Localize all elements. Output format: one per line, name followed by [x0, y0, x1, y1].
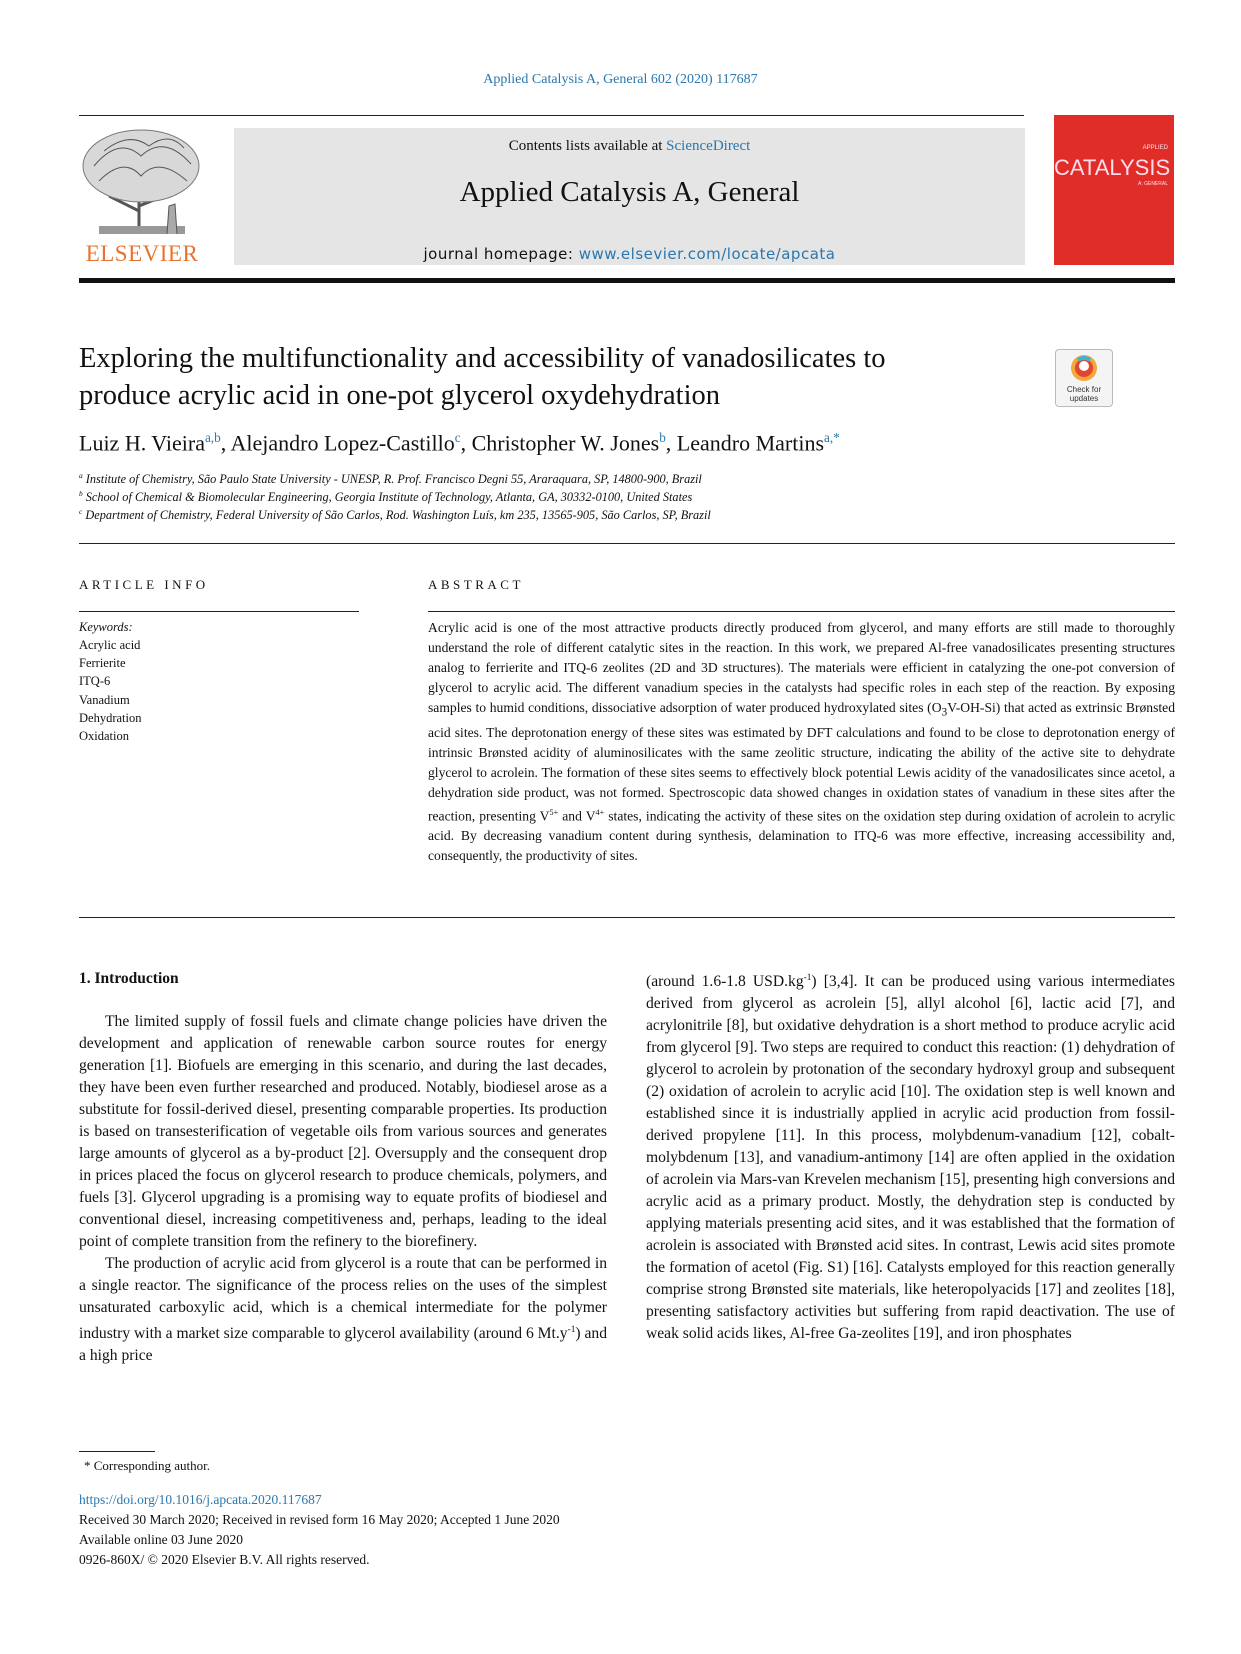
affiliation: [79, 489, 1175, 505]
contents-line: [234, 138, 1025, 155]
abstract-part: Acrylic acid is one of the most attractive products directly produced from glycerol, and many efforts are still made to thoroughly understand the role of different catalytic sites in the reaction. In this work, we prepared Al-free vanadosilicates presenting structures analog to ferrierite and ITQ-6 zeolites (2D and 3D structures). The materials were efficient in catalyzing the one-pot conversion of glycerol to acrylic acid. The different vanadium species in the catalysts had specific roles in each step of the reaction. By exposing samples to humid conditions, dissociative adsorption of water produced hydroxylated sites (O: [428, 620, 1175, 715]
affiliation-text: Department of Chemistry, Federal University of São Carlos, Rod. Washington Luís, km 235, 13565-905, São Carlos, SP, Brazil: [85, 508, 711, 523]
author-name: Leandro Martins: [676, 430, 825, 456]
article-info-heading: ARTICLE INFO: [79, 577, 209, 592]
keyword: Vanadium: [79, 692, 130, 707]
cover-subtitle-bottom: A: GENERAL: [1137, 181, 1168, 187]
superscript: 4+: [595, 807, 605, 817]
affiliation-mark: a: [79, 471, 83, 480]
divider: [79, 543, 1175, 544]
affiliation-text: School of Chemical & Biomolecular Engineering, Georgia Institute of Technology, Atlanta, GA, 30332-0100, United States: [85, 490, 693, 505]
author-affiliation-mark[interactable]: c: [454, 430, 461, 445]
journal-header-box: [234, 128, 1025, 265]
corresponding-author-footnote: * Corresponding author.: [84, 1458, 211, 1473]
check-label-line-1: Check for: [1066, 385, 1102, 394]
header-thick-rule: [79, 278, 1175, 283]
keyword: Dehydration: [79, 710, 142, 725]
footnote-rule: [79, 1451, 155, 1452]
cover-title: CATALYSIS: [1054, 155, 1171, 180]
affiliation: [79, 471, 1175, 487]
online-date: Available online 03 June 2020: [79, 1532, 243, 1547]
check-for-updates-icon: [1056, 350, 1112, 384]
paragraph: [646, 967, 1175, 1345]
subscript: 3: [941, 706, 948, 719]
contents-prefix: Contents lists available at: [508, 138, 663, 154]
journal-name: Applied Catalysis A, General: [459, 176, 800, 208]
paper-title-line-2: produce acrylic acid in one-pot glycerol oxydehydration: [79, 380, 721, 411]
homepage-link[interactable]: www.elsevier.com/locate/apcata: [578, 245, 836, 263]
check-for-updates-label: [1056, 385, 1112, 403]
author-affiliation-mark[interactable]: b: [659, 430, 666, 445]
homepage-line: [234, 245, 1025, 263]
copyright: 0926-860X/ © 2020 Elsevier B.V. All rights reserved.: [79, 1552, 370, 1567]
superscript: -1: [803, 973, 812, 983]
sciencedirect-link[interactable]: ScienceDirect: [666, 138, 751, 154]
check-for-updates-button[interactable]: [1055, 349, 1113, 407]
header-top-rule: [79, 115, 1024, 116]
keyword: Acrylic acid: [79, 638, 141, 652]
doi-link[interactable]: https://doi.org/10.1016/j.apcata.2020.117687: [79, 1492, 322, 1507]
keyword: Ferrierite: [79, 656, 126, 671]
author-name: Luiz H. Vieira: [79, 430, 205, 456]
superscript: -1: [567, 1325, 576, 1335]
keywords-label: Keywords:: [79, 620, 133, 634]
paragraph-part: (around 1.6-1.8 USD.kg: [646, 973, 804, 991]
paper-title: [79, 340, 979, 414]
affiliation-text: Institute of Chemistry, São Paulo State University - UNESP, R. Prof. Francisco Degni 55, Araraquara, SP, 14800-900, Brazil: [85, 472, 702, 487]
abstract-part: and V: [558, 808, 596, 824]
author-name: Alejandro Lopez-Castillo: [230, 430, 455, 456]
paper-title-line-1: Exploring the multifunctionality and accessibility of vanadosilicates to: [79, 343, 886, 374]
elsevier-wordmark: ELSEVIER: [85, 241, 199, 266]
paragraph-part: ) [3,4]. It can be produced using various intermediates derived from glycerol as acrolein [5], allyl alcohol [6], lactic acid [7], and acrylonitrile [8], but oxidative dehydration is a short method to produce acrylic acid from glycerol [9]. Two steps are required to conduct this reaction: (1) dehydration of glycerol to acrolein by protonation of the secondary hydroxyl group and subsequent (2) oxidation of acrolein to acrylic acid [10]. The oxidation step is well known and established since it is industrially applied in acrylic acid production from fossil-derived propylene [11]. In this process, molybdenum-vanadium [12], cobalt-molybdenum [13], and vanadium-antimony [14] are often applied in the oxidation of acrolein via Mars-van Krevelen mechanism [15], presenting high conversions and acrylic acid as a primary product. Mostly, the dehydration step is conducted by applying materials presenting acid sites, and it was established that the formation of acrolein is associated with Brønsted acid sites. In contrast, Lewis acid sites promote the formation of acetol (Fig. S1) [16]. Catalysts employed for this reaction generally comprise strong Brønsted site materials, like heteropolyacids [17] and zeolites [18], presenting satisfactory activities but suffering from rapid deactivation. The use of weak solid acids likes, Al-free Ga-zeolites [19], and iron phosphates: [646, 973, 1176, 1343]
affiliation: [79, 507, 1175, 523]
abstract-heading: ABSTRACT: [428, 577, 524, 592]
check-label-line-2: updates: [1069, 394, 1099, 403]
body-column-left: [79, 1011, 607, 1367]
journal-reference[interactable]: Applied Catalysis A, General 602 (2020) 117687: [483, 72, 758, 87]
paragraph: [79, 1253, 607, 1367]
divider: [79, 611, 359, 612]
section-heading: 1. Introduction: [79, 970, 179, 987]
author-affiliation-mark[interactable]: a,b: [204, 430, 221, 445]
author-list: Luiz H. Vieira$^{a,b}$, Alejandro Lopez-Castillo$^c$, Christopher W. Jones$^b$, Leandro Martins$^{a,*}$: [79, 430, 840, 456]
divider: [428, 611, 1175, 612]
body-column-right: [646, 967, 1175, 1345]
author-name: Christopher W. Jones: [471, 430, 660, 456]
cover-subtitle-top: APPLIED: [1142, 145, 1168, 151]
keyword: ITQ-6: [79, 674, 111, 689]
keywords-list: [79, 636, 141, 745]
affiliation-mark: c: [79, 507, 83, 516]
superscript: 5+: [549, 807, 559, 817]
paragraph-part: ) and a high price: [79, 1325, 607, 1365]
abstract-part: V-OH-Si) that acted as extrinsic Brønsted acid sites. The deprotonation energy of these sites was estimated by DFT calculations and found to be close to deprotonation energy of intrinsic Brønsted acidity of aluminosilicates with the same zeolitic structure, indicating the ability of the active site to dehydrate glycerol to acrolein. The formation of these sites seems to effectively block potential Lewis acidity of the vanadosilicates since acetol, a dehydration side product, was not formed. Spectroscopic data showed changes in oxidation states of vanadium in these sites after the reaction, presenting V: [428, 700, 1175, 824]
paragraph-part: The production of acrylic acid from glycerol is a route that can be performed in a single reactor. The significance of the process relies on the uses of the simplest unsaturated carboxylic acid, which is a chemical intermediate for the polymer industry with a market size comparable to glycerol availability (around 6 Mt.y: [79, 1255, 607, 1343]
divider: [79, 917, 1175, 918]
paragraph: The limited supply of fossil fuels and climate change policies have driven the development and application of renewable carbon source routes for energy generation [1]. Biofuels are emerging in this scenario, and during the last decades, they have been even further researched and produced. Notably, biodiesel arose as a substitute for fossil-derived diesel, presenting comparable properties. Its production is based on transesterification of vegetable oils from various sources and generates large amounts of glycerol as a by-product [2]. Oversupply and the consequent drop in prices placed the focus on glycerol research to produce chemicals, polymers, and fuels [3]. Glycerol upgrading is a promising way to equate profits of biodiesel and conventional diesel, increasing competitiveness and, perhaps, leading to the ideal point of complete transition from the refinery to the biorefinery.: [79, 1013, 607, 1250]
homepage-prefix: journal homepage:: [423, 245, 574, 263]
abstract-text: [428, 618, 1175, 866]
journal-cover-thumbnail[interactable]: [1054, 115, 1174, 265]
keyword: Oxidation: [79, 729, 129, 744]
received-dates: Received 30 March 2020; Received in revised form 16 May 2020; Accepted 1 June 2020: [79, 1512, 560, 1527]
affiliation-mark: b: [79, 489, 83, 498]
abstract-part: states, indicating the activity of these sites on the oxidation step during oxidation of acrolein to acrylic acid. By decreasing vanadium content during synthesis, delamination to ITQ-6 was more effective, increasing accessibility and, consequently, the productivity of sites.: [428, 808, 1175, 864]
author-affiliation-mark[interactable]: a,*: [824, 430, 840, 445]
